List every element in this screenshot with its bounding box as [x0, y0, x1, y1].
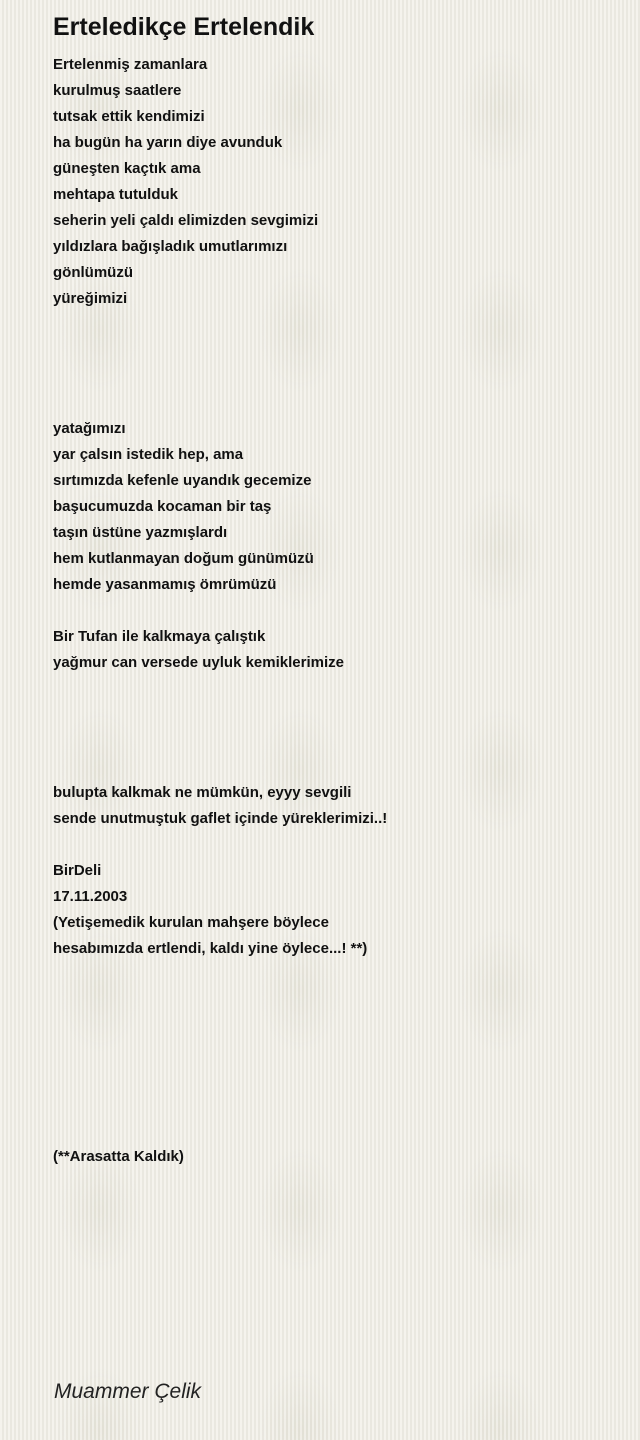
stanza-4	[53, 780, 613, 832]
poem-line: kurulmuş saatlere	[53, 82, 182, 99]
stanza-1	[53, 52, 613, 312]
stanza-2	[53, 416, 613, 598]
poem-line: ha bugün ha yarın diye avunduk	[53, 134, 283, 151]
footnote-block	[53, 1144, 613, 1170]
signature-block	[53, 858, 613, 962]
poem-body	[53, 52, 613, 1170]
author-name: Muammer Çelik	[54, 1380, 202, 1403]
stanza-spacer	[53, 312, 613, 416]
poem-line: Ertelenmiş zamanlara	[53, 56, 208, 73]
poem-line: yağmur can versede uyluk kemiklerimize	[53, 654, 344, 671]
stanza-spacer	[53, 676, 613, 780]
stanza-spacer	[53, 962, 613, 1144]
poem-line: yar çalsın istedik hep, ama	[53, 446, 244, 463]
poem-line: yıldızlara bağışladık umutlarımızı	[53, 238, 288, 255]
poem-line: Bir Tufan ile kalkmaya çalıştık	[53, 628, 266, 645]
poem-line: taşın üstüne yazmışlardı	[53, 524, 228, 541]
poem-line: sende unutmuştuk gaflet içinde yüreklerimizi..!	[53, 810, 388, 827]
signature-line: (Yetişemedik kurulan mahşere böylece	[53, 914, 329, 931]
poem-line: bulupta kalkmak ne mümkün, eyyy sevgili	[53, 784, 352, 801]
signature-line: BirDeli	[53, 862, 102, 879]
poem-line: gönlümüzü	[53, 264, 133, 281]
poem-line: yatağımızı	[53, 420, 126, 437]
date-line: 17.11.2003	[53, 888, 128, 905]
poem-line: seherin yeli çaldı elimizden sevgimizi	[53, 212, 319, 229]
signature-line: hesabımızda ertlendi, kaldı yine öylece...! **)	[53, 940, 368, 957]
poem-line: mehtapa tutulduk	[53, 186, 179, 203]
poem-line: sırtımızda kefenle uyandık gecemize	[53, 472, 312, 489]
stanza-3	[53, 624, 613, 676]
poem-line: hem kutlanmayan doğum günümüzü	[53, 550, 314, 567]
stanza-spacer	[53, 832, 613, 858]
poem-line: hemde yasanmamış ömrümüzü	[53, 576, 277, 593]
poem-line: güneşten kaçtık ama	[53, 160, 201, 177]
poem-line: başucumuzda kocaman bir taş	[53, 498, 272, 515]
footnote: (**Arasatta Kaldık)	[53, 1148, 184, 1165]
stanza-spacer	[53, 598, 613, 624]
poem-line: tutsak ettik kendimizi	[53, 108, 205, 125]
poem-line: yüreğimizi	[53, 290, 128, 307]
poem-title: Erteledikçe Ertelendik	[53, 13, 315, 41]
